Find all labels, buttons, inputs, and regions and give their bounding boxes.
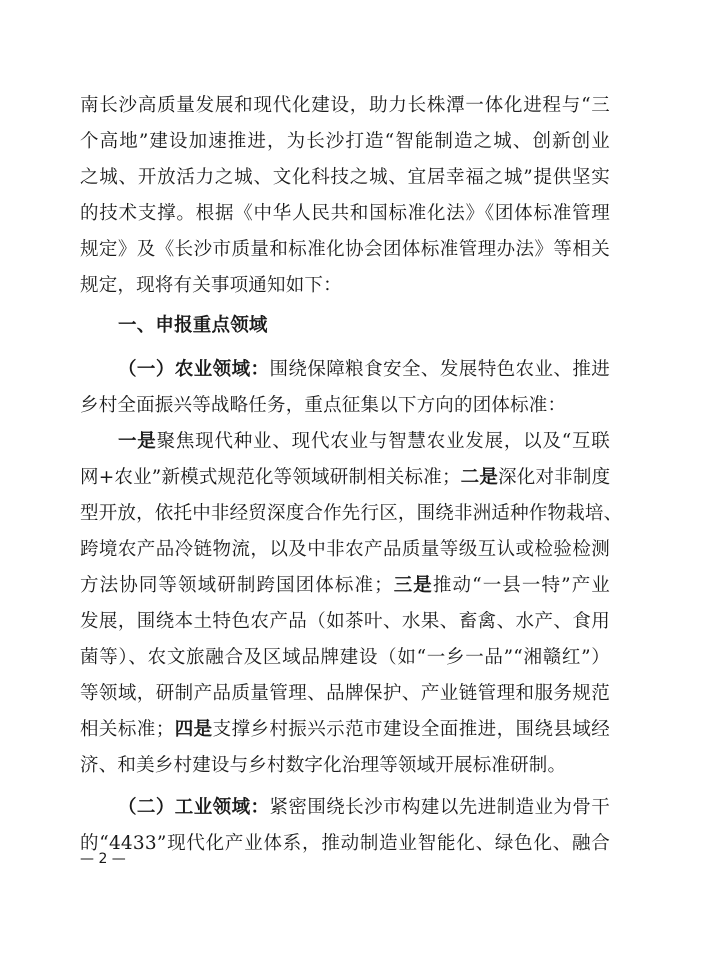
- agri-p1-line-1-rest: 聚焦现代种业、现代农业与智慧农业发展，以及“互联: [156, 431, 610, 452]
- item-marker: 一是: [118, 431, 157, 452]
- industry-line-1-rest: 紧密围绕长沙市构建以先进制造业为骨干: [269, 797, 610, 818]
- agri-label: （一）农业领域：: [118, 359, 270, 380]
- agri-text-segment: 方法协同等领域研制跨国团体标准；: [80, 575, 393, 596]
- agri-line-1-rest: 围绕保障粮食安全、发展特色农业、推进: [269, 359, 610, 380]
- body-line: 之城、开放活力之城、文化科技之城、宜居幸福之城”提供坚实: [80, 167, 610, 188]
- industry-line-1: [118, 796, 610, 820]
- agri-line-2: 乡村全面振兴等战略任务，重点征集以下方向的团体标准：: [80, 395, 567, 416]
- body-line: 南长沙高质量发展和现代化建设，助力长株潭一体化进程与“三: [80, 95, 610, 116]
- agri-p3-line-7: 菌等）、农文旅融合及区域品牌建设（如“一乡一品”“湘赣红”）: [80, 647, 610, 668]
- body-line: 规定，现将有关事项通知如下：: [80, 275, 342, 296]
- body-line: 规定》及《长沙市质量和标准化协会团体标准管理办法》等相关: [80, 239, 610, 260]
- agri-p1-line-1: [118, 430, 610, 454]
- agri-text-segment: 推动“一县一特”产业: [432, 575, 610, 596]
- agri-p2-line-3: 型开放，依托中非经贸深度合作先行区，围绕非洲适种作物栽培、: [80, 503, 623, 524]
- agri-text-segment: 支撑乡村振兴示范市建设全面推进，围绕县域经: [212, 719, 610, 740]
- body-line: 个高地”建设加速推进，为长沙打造“智能制造之城、创新创业: [80, 131, 610, 152]
- agri-p2-line-5: [80, 574, 610, 598]
- agri-p2-line-4: 跨境农产品冷链物流，以及中非农产品质量等级互认或检验检测: [80, 539, 610, 560]
- agri-p1-line-2: [80, 466, 610, 490]
- agri-p3-line-8: 等领域，研制产品质量管理、品牌保护、产业链管理和服务规范: [80, 683, 610, 704]
- item-marker: 二是: [460, 467, 499, 488]
- industry-line-2: 的“4433”现代化产业体系，推动制造业智能化、绿色化、融合: [80, 833, 610, 854]
- agri-p4-line-10: 济、和美乡村建设与乡村数字化治理等领域开展标准研制。: [80, 755, 567, 776]
- agri-text-segment: 深化对非制度: [498, 467, 611, 488]
- agri-p3-line-9: [80, 718, 610, 742]
- industry-label: （二）工业领域：: [118, 797, 270, 818]
- agri-line-1: [118, 358, 610, 382]
- item-marker: 三是: [392, 575, 433, 596]
- section-heading: 一、申报重点领域: [118, 315, 268, 336]
- body-line: 的技术支撑。根据《中华人民共和国标准化法》《团体标准管理: [80, 203, 610, 224]
- page-number: — 2 —: [80, 851, 126, 867]
- item-marker: 四是: [174, 719, 213, 740]
- agri-text-segment: 相关标准；: [80, 719, 175, 740]
- agri-p3-line-6: 发展，围绕本土特色农产品（如茶叶、水果、畜禽、水产、食用: [80, 611, 610, 632]
- agri-text-segment: 网+农业”新模式规范化等领域研制相关标准；: [80, 467, 461, 488]
